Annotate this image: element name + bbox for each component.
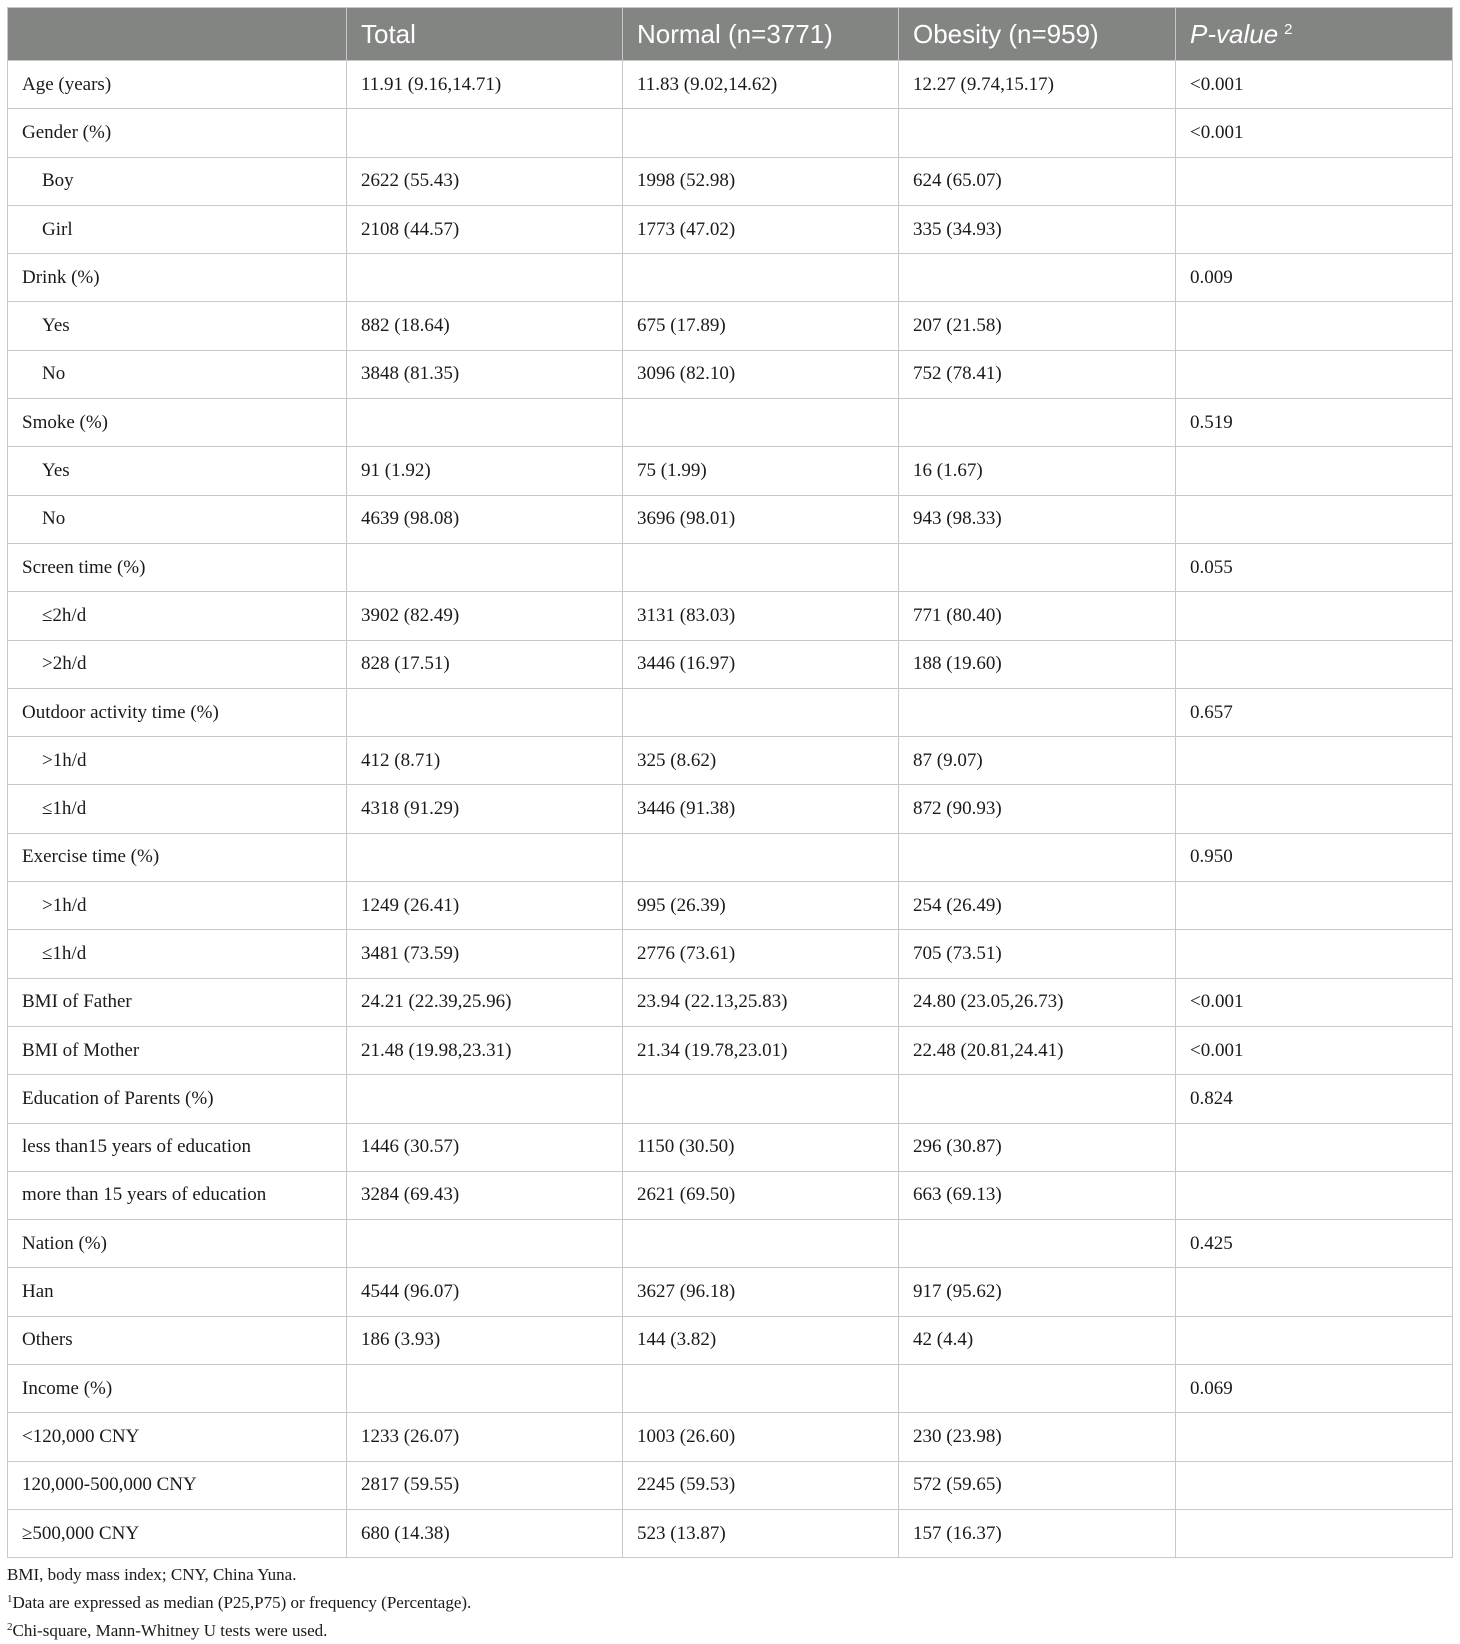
cell-total: 828 (17.51) [347,640,623,688]
cell-variable: BMI of Father [8,978,347,1026]
cell-total: 680 (14.38) [347,1509,623,1557]
cell-total: 2622 (55.43) [347,157,623,205]
cell-p-value [1176,785,1453,833]
cell-variable: Girl [8,205,347,253]
table-row [8,1268,1453,1316]
cell-p-value [1176,1413,1453,1461]
cell-total: 4544 (96.07) [347,1268,623,1316]
cell-p-value: 0.069 [1176,1365,1453,1413]
cell-total: 2108 (44.57) [347,205,623,253]
cell-normal: 995 (26.39) [623,882,899,930]
cell-variable: 120,000-500,000 CNY [8,1461,347,1509]
cell-p-value [1176,447,1453,495]
cell-normal: 3446 (16.97) [623,640,899,688]
cell-p-value [1176,640,1453,688]
cell-p-value: 0.009 [1176,254,1453,302]
cell-total [347,833,623,881]
cell-normal: 144 (3.82) [623,1316,899,1364]
cell-total: 1446 (30.57) [347,1123,623,1171]
cell-obesity: 663 (69.13) [899,1171,1176,1219]
cell-obesity [899,688,1176,736]
cell-normal: 11.83 (9.02,14.62) [623,61,899,109]
cell-obesity [899,399,1176,447]
cell-obesity: 207 (21.58) [899,302,1176,350]
cell-p-value: <0.001 [1176,61,1453,109]
cell-p-value [1176,1123,1453,1171]
cell-p-value [1176,1461,1453,1509]
cell-p-value: 0.055 [1176,543,1453,591]
table-row [8,447,1453,495]
table-row [8,61,1453,109]
table-row [8,688,1453,736]
cell-total: 2817 (59.55) [347,1461,623,1509]
cell-variable: Boy [8,157,347,205]
header-total: Total [347,8,623,61]
cell-normal [623,1365,899,1413]
cell-obesity [899,254,1176,302]
cell-obesity: 296 (30.87) [899,1123,1176,1171]
cell-variable: Exercise time (%) [8,833,347,881]
cell-variable: Yes [8,302,347,350]
cell-variable: BMI of Mother [8,1026,347,1074]
footnote-2-marker: 2 [7,1621,13,1633]
footnote-1-marker: 1 [7,1593,13,1605]
cell-variable: Others [8,1316,347,1364]
cell-normal: 21.34 (19.78,23.01) [623,1026,899,1074]
cell-total: 3902 (82.49) [347,592,623,640]
table-row [8,1509,1453,1557]
cell-variable: ≤1h/d [8,930,347,978]
cell-p-value: 0.657 [1176,688,1453,736]
table-row [8,737,1453,785]
table-row [8,1026,1453,1074]
table-row [8,399,1453,447]
cell-variable: Education of Parents (%) [8,1075,347,1123]
cell-variable: less than15 years of education [8,1123,347,1171]
table-row [8,495,1453,543]
cell-total: 1233 (26.07) [347,1413,623,1461]
cell-normal: 3627 (96.18) [623,1268,899,1316]
cell-total [347,1220,623,1268]
cell-normal: 3446 (91.38) [623,785,899,833]
table-row [8,157,1453,205]
cell-obesity: 42 (4.4) [899,1316,1176,1364]
cell-variable: Smoke (%) [8,399,347,447]
cell-total: 3284 (69.43) [347,1171,623,1219]
header-p-value [1176,8,1453,61]
cell-total: 3848 (81.35) [347,350,623,398]
cell-variable: ≤2h/d [8,592,347,640]
cell-p-value [1176,495,1453,543]
cell-obesity: 12.27 (9.74,15.17) [899,61,1176,109]
cell-obesity: 188 (19.60) [899,640,1176,688]
cell-normal [623,688,899,736]
cell-normal [623,254,899,302]
cell-normal: 1150 (30.50) [623,1123,899,1171]
table-row [8,1316,1453,1364]
cell-total: 24.21 (22.39,25.96) [347,978,623,1026]
table-row [8,350,1453,398]
cell-obesity: 771 (80.40) [899,592,1176,640]
cell-obesity: 943 (98.33) [899,495,1176,543]
cell-normal: 3096 (82.10) [623,350,899,398]
cell-total: 882 (18.64) [347,302,623,350]
header-p-value-sup: 2 [1284,20,1293,38]
cell-p-value [1176,350,1453,398]
cell-normal [623,1075,899,1123]
cell-variable: <120,000 CNY [8,1413,347,1461]
cell-variable: ≥500,000 CNY [8,1509,347,1557]
cell-total: 1249 (26.41) [347,882,623,930]
cell-total [347,688,623,736]
cell-total [347,543,623,591]
cell-variable: Han [8,1268,347,1316]
characteristics-table-container [7,7,1452,1558]
cell-p-value: <0.001 [1176,1026,1453,1074]
table-row [8,302,1453,350]
cell-obesity: 705 (73.51) [899,930,1176,978]
header-p-value-label: P-value [1190,18,1279,49]
header-variable [8,8,347,61]
cell-normal [623,1220,899,1268]
cell-obesity: 16 (1.67) [899,447,1176,495]
cell-p-value [1176,1171,1453,1219]
cell-obesity: 24.80 (23.05,26.73) [899,978,1176,1026]
cell-normal: 675 (17.89) [623,302,899,350]
cell-variable: Nation (%) [8,1220,347,1268]
header-obesity: Obesity (n=959) [899,8,1176,61]
cell-total [347,399,623,447]
cell-total: 11.91 (9.16,14.71) [347,61,623,109]
cell-total: 412 (8.71) [347,737,623,785]
table-header-row [8,8,1453,61]
cell-normal: 75 (1.99) [623,447,899,495]
cell-p-value [1176,592,1453,640]
cell-normal [623,399,899,447]
footnote-2 [7,1615,471,1643]
cell-total [347,109,623,157]
cell-p-value: 0.824 [1176,1075,1453,1123]
cell-variable: >2h/d [8,640,347,688]
cell-variable: No [8,495,347,543]
cell-normal: 3696 (98.01) [623,495,899,543]
cell-obesity: 917 (95.62) [899,1268,1176,1316]
cell-total: 3481 (73.59) [347,930,623,978]
cell-variable: Yes [8,447,347,495]
table-footnotes [7,1562,471,1643]
cell-total [347,254,623,302]
table-row [8,1123,1453,1171]
cell-obesity: 872 (90.93) [899,785,1176,833]
cell-normal: 2621 (69.50) [623,1171,899,1219]
cell-normal: 1998 (52.98) [623,157,899,205]
cell-variable: No [8,350,347,398]
cell-total: 186 (3.93) [347,1316,623,1364]
cell-variable: more than 15 years of education [8,1171,347,1219]
cell-variable: Screen time (%) [8,543,347,591]
cell-normal: 2776 (73.61) [623,930,899,978]
cell-normal: 325 (8.62) [623,737,899,785]
cell-variable: Age (years) [8,61,347,109]
cell-p-value: 0.950 [1176,833,1453,881]
cell-obesity [899,109,1176,157]
cell-variable: >1h/d [8,737,347,785]
cell-normal: 2245 (59.53) [623,1461,899,1509]
cell-variable: Income (%) [8,1365,347,1413]
cell-p-value [1176,1509,1453,1557]
cell-obesity: 254 (26.49) [899,882,1176,930]
cell-obesity: 624 (65.07) [899,157,1176,205]
cell-normal: 523 (13.87) [623,1509,899,1557]
table-row [8,1365,1453,1413]
cell-total: 21.48 (19.98,23.31) [347,1026,623,1074]
table-row [8,1413,1453,1461]
cell-p-value [1176,737,1453,785]
cell-obesity: 87 (9.07) [899,737,1176,785]
table-row [8,592,1453,640]
table-body [8,61,1453,1558]
table-row [8,978,1453,1026]
cell-obesity [899,543,1176,591]
cell-obesity [899,1220,1176,1268]
cell-normal: 23.94 (22.13,25.83) [623,978,899,1026]
cell-obesity: 752 (78.41) [899,350,1176,398]
table-row [8,1220,1453,1268]
cell-p-value [1176,1268,1453,1316]
cell-obesity: 157 (16.37) [899,1509,1176,1557]
footnote-abbreviations: BMI, body mass index; CNY, China Yuna. [7,1565,297,1584]
cell-p-value [1176,302,1453,350]
footnote-1 [7,1587,471,1615]
cell-p-value [1176,205,1453,253]
table-row [8,205,1453,253]
cell-total: 4639 (98.08) [347,495,623,543]
cell-obesity [899,1075,1176,1123]
table-row [8,543,1453,591]
cell-p-value: 0.425 [1176,1220,1453,1268]
cell-p-value: <0.001 [1176,978,1453,1026]
cell-variable: Gender (%) [8,109,347,157]
table-row [8,1075,1453,1123]
cell-obesity [899,1365,1176,1413]
cell-variable: ≤1h/d [8,785,347,833]
header-normal: Normal (n=3771) [623,8,899,61]
cell-p-value [1176,930,1453,978]
cell-normal [623,543,899,591]
cell-obesity: 572 (59.65) [899,1461,1176,1509]
cell-normal [623,109,899,157]
cell-obesity: 335 (34.93) [899,205,1176,253]
cell-p-value [1176,882,1453,930]
cell-variable: Drink (%) [8,254,347,302]
cell-variable: Outdoor activity time (%) [8,688,347,736]
cell-p-value [1176,157,1453,205]
table-row [8,1171,1453,1219]
cell-total [347,1365,623,1413]
table-row [8,640,1453,688]
cell-variable: >1h/d [8,882,347,930]
cell-p-value [1176,1316,1453,1364]
table-row [8,785,1453,833]
characteristics-table [7,7,1453,1558]
table-row [8,833,1453,881]
footnote-1-text: Data are expressed as median (P25,P75) or frequency (Percentage). [12,1593,472,1612]
cell-p-value: 0.519 [1176,399,1453,447]
cell-p-value: <0.001 [1176,109,1453,157]
cell-normal [623,833,899,881]
cell-normal: 1003 (26.60) [623,1413,899,1461]
table-row [8,1461,1453,1509]
table-row [8,930,1453,978]
cell-obesity [899,833,1176,881]
table-row [8,109,1453,157]
cell-obesity: 230 (23.98) [899,1413,1176,1461]
cell-total [347,1075,623,1123]
cell-obesity: 22.48 (20.81,24.41) [899,1026,1176,1074]
footnote-2-text: Chi-square, Mann-Whitney U tests were used. [12,1621,328,1640]
cell-total: 91 (1.92) [347,447,623,495]
cell-normal: 3131 (83.03) [623,592,899,640]
cell-total: 4318 (91.29) [347,785,623,833]
table-row [8,882,1453,930]
table-header [8,8,1453,61]
table-row [8,254,1453,302]
cell-normal: 1773 (47.02) [623,205,899,253]
